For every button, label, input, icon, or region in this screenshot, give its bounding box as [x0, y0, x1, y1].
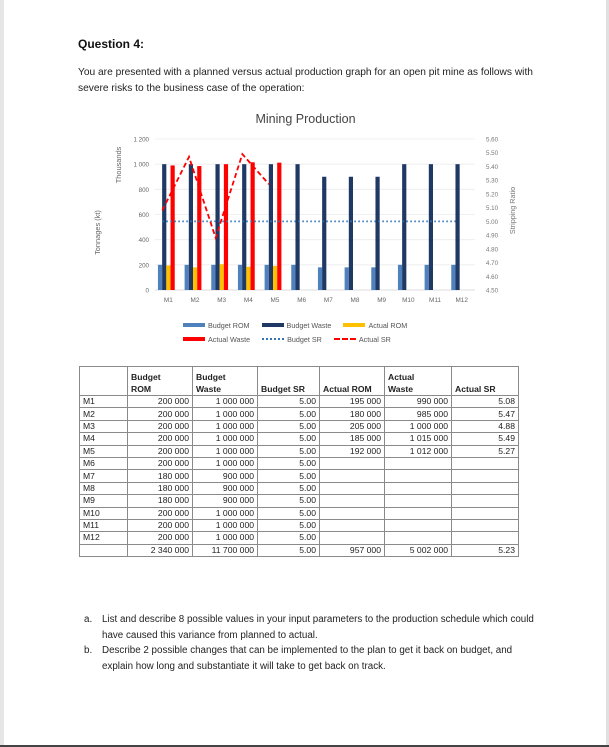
- question-list: [84, 612, 534, 674]
- y-right-tick: 4.90: [486, 232, 499, 240]
- table-cell: 4.88: [452, 420, 519, 432]
- y-right-axis-label: Stripping Ratio: [508, 186, 517, 235]
- table-cell: M7: [80, 470, 128, 482]
- x-tick: M5: [270, 297, 280, 304]
- table-cell: [385, 470, 452, 482]
- bar-budget-rom: [158, 265, 162, 290]
- table-cell: 5.00: [258, 544, 320, 556]
- table-cell: [385, 457, 452, 469]
- y-left-tick: 1 200: [133, 136, 149, 144]
- bar-budget-rom: [371, 267, 375, 290]
- table-cell: M5: [80, 445, 128, 457]
- legend-budget-waste: Budget Waste: [262, 321, 332, 330]
- chart-title: Mining Production: [255, 112, 356, 126]
- bar-budget-waste: [322, 177, 326, 290]
- bar-budget-rom: [185, 265, 189, 290]
- x-tick: M6: [297, 297, 307, 304]
- table-row: [80, 445, 519, 457]
- table-cell: M8: [80, 482, 128, 494]
- bar-budget-waste: [295, 164, 299, 290]
- table-cell: 5.00: [258, 532, 320, 544]
- y-left-tick: 200: [138, 262, 149, 270]
- table-total-row: [80, 544, 519, 556]
- table-cell: 1 000 000: [193, 519, 258, 531]
- bar-budget-waste: [162, 164, 166, 290]
- x-tick: M8: [350, 297, 360, 304]
- bar-actual-rom: [246, 267, 250, 290]
- table-cell: 5.00: [258, 519, 320, 531]
- bar-budget-rom: [318, 267, 322, 290]
- table-cell: 200 000: [128, 445, 193, 457]
- table-cell: M3: [80, 420, 128, 432]
- y-left-tick: 800: [138, 186, 149, 194]
- x-tick: M3: [217, 297, 227, 304]
- bar-budget-waste: [429, 164, 433, 290]
- question-a: a. List and describe 8 possible values in your input parameters to the production schedule which could have caused this variance from planned to actual.: [84, 614, 534, 641]
- table-cell: 200 000: [128, 408, 193, 420]
- table-cell: 185 000: [320, 433, 385, 445]
- table-row: [80, 507, 519, 519]
- table-cell: 1 015 000: [385, 433, 452, 445]
- table-cell: [385, 519, 452, 531]
- y-right-tick: 5.10: [486, 205, 499, 213]
- table-cell: M4: [80, 433, 128, 445]
- column-header: Actual Waste: [385, 367, 452, 396]
- table-cell: 1 000 000: [193, 396, 258, 408]
- table-cell: M2: [80, 408, 128, 420]
- legend-budget-rom: Budget ROM: [183, 321, 250, 330]
- table-cell: M11: [80, 519, 128, 531]
- bar-budget-rom: [265, 265, 269, 290]
- y-left-axis-label: Tonnages (kt): [93, 210, 102, 255]
- table-cell: 192 000: [320, 445, 385, 457]
- table-row: [80, 532, 519, 544]
- bar-actual-rom: [220, 264, 224, 290]
- question-title: Question 4:: [78, 37, 145, 51]
- table-cell: 200 000: [128, 396, 193, 408]
- y-right-tick: 4.60: [486, 273, 499, 281]
- table-cell: 1 012 000: [385, 445, 452, 457]
- table-cell: 5.00: [258, 482, 320, 494]
- table-cell: [320, 519, 385, 531]
- legend-swatch-icon: [183, 337, 205, 341]
- table-cell: 5.27: [452, 445, 519, 457]
- table-cell: [452, 495, 519, 507]
- table-cell: 180 000: [320, 408, 385, 420]
- table-cell: [320, 507, 385, 519]
- table-cell: 200 000: [128, 519, 193, 531]
- y-left-unit-label: Thousands: [114, 146, 123, 184]
- table-cell: 5.00: [258, 507, 320, 519]
- table-cell: 200 000: [128, 507, 193, 519]
- page-edge-left: [0, 0, 4, 747]
- production-table: [79, 366, 519, 557]
- table-cell: 205 000: [320, 420, 385, 432]
- x-tick: M10: [402, 297, 415, 304]
- y-right-tick: 5.30: [486, 177, 499, 185]
- column-header: Budget SR: [258, 367, 320, 396]
- table-cell: M10: [80, 507, 128, 519]
- bar-budget-waste: [242, 164, 246, 290]
- y-right-tick: 4.80: [486, 246, 499, 254]
- mining-production-chart: [78, 105, 533, 355]
- table-cell: [320, 532, 385, 544]
- table-cell: 200 000: [128, 457, 193, 469]
- table-cell: 900 000: [193, 495, 258, 507]
- table-cell: 5.00: [258, 495, 320, 507]
- chart-legend: [183, 318, 483, 346]
- table-cell: 900 000: [193, 470, 258, 482]
- bar-actual-rom: [273, 266, 277, 290]
- table-cell: 5.23: [452, 544, 519, 556]
- bar-budget-rom: [398, 265, 402, 290]
- legend-actual-rom: Actual ROM: [343, 321, 407, 330]
- table-cell: 180 000: [128, 482, 193, 494]
- table-cell: 1 000 000: [193, 408, 258, 420]
- bar-budget-rom: [291, 265, 295, 290]
- legend-actual-sr: Actual SR: [334, 335, 391, 344]
- table-cell: 1 000 000: [193, 507, 258, 519]
- bar-budget-rom: [238, 265, 242, 290]
- legend-swatch-icon: [343, 323, 365, 327]
- table-cell: [385, 482, 452, 494]
- table-cell: 1 000 000: [193, 420, 258, 432]
- table-cell: [320, 470, 385, 482]
- bar-actual-waste: [251, 162, 255, 290]
- table-cell: [385, 532, 452, 544]
- table-cell: 1 000 000: [193, 457, 258, 469]
- table-cell: M9: [80, 495, 128, 507]
- table-cell: 1 000 000: [193, 445, 258, 457]
- bar-actual-rom: [166, 265, 170, 290]
- table-cell: 5.00: [258, 445, 320, 457]
- table-cell: 1 000 000: [385, 420, 452, 432]
- table-cell: [80, 544, 128, 556]
- bar-budget-waste: [375, 177, 379, 290]
- table-cell: 5.00: [258, 420, 320, 432]
- y-right-tick: 4.50: [486, 287, 499, 295]
- legend-swatch-icon: [183, 323, 205, 327]
- table-cell: 2 340 000: [128, 544, 193, 556]
- y-right-tick: 5.50: [486, 150, 499, 158]
- x-tick: M11: [429, 297, 441, 304]
- column-header: Actual ROM: [320, 367, 385, 396]
- question-intro: You are presented with a planned versus actual production graph for an open pit mine as follows with severe risks to the business case of the operation:: [78, 67, 533, 94]
- y-right-tick: 5.20: [486, 191, 499, 199]
- column-header: Budget ROM: [128, 367, 193, 396]
- table-cell: 5.49: [452, 433, 519, 445]
- table-cell: [385, 495, 452, 507]
- bar-budget-rom: [451, 265, 455, 290]
- table-cell: 200 000: [128, 532, 193, 544]
- table-cell: 5.00: [258, 396, 320, 408]
- question-b: b. Describe 2 possible changes that can be implemented to the plan to get it back on budget, and explain how long and substantiate it will take to get back on track.: [84, 645, 513, 672]
- table-cell: M12: [80, 532, 128, 544]
- table-cell: 5.00: [258, 408, 320, 420]
- y-left-tick: 400: [138, 237, 149, 245]
- table-cell: [452, 519, 519, 531]
- table-cell: [320, 482, 385, 494]
- x-tick: M7: [323, 297, 333, 304]
- table-cell: [452, 470, 519, 482]
- column-header: Actual SR: [452, 367, 519, 396]
- table-cell: M1: [80, 396, 128, 408]
- y-right-tick: 4.70: [486, 260, 499, 268]
- chart-plot: [78, 105, 533, 320]
- y-left-tick: 600: [138, 212, 149, 219]
- bar-budget-waste: [189, 164, 193, 290]
- bar-budget-waste: [455, 164, 459, 290]
- table-cell: [452, 482, 519, 494]
- bar-actual-rom: [193, 267, 197, 290]
- x-tick: M2: [190, 297, 200, 304]
- table-cell: [452, 457, 519, 469]
- table-row: [80, 433, 519, 445]
- table-row: [80, 396, 519, 408]
- table-row: [80, 457, 519, 469]
- table-cell: 990 000: [385, 396, 452, 408]
- table-cell: M6: [80, 457, 128, 469]
- column-header: [80, 367, 128, 396]
- table-cell: 180 000: [128, 470, 193, 482]
- table-cell: 985 000: [385, 408, 452, 420]
- y-left-tick: 1 000: [133, 161, 149, 169]
- table-cell: 957 000: [320, 544, 385, 556]
- legend-dashed-line-icon: [334, 338, 356, 340]
- bar-budget-waste: [402, 164, 406, 290]
- bar-budget-waste: [349, 177, 353, 290]
- bar-budget-rom: [211, 265, 215, 290]
- legend-budget-sr: Budget SR: [262, 335, 322, 344]
- bar-budget-waste: [269, 164, 273, 290]
- table-cell: 5.00: [258, 457, 320, 469]
- table-row: [80, 408, 519, 420]
- table-cell: 900 000: [193, 482, 258, 494]
- table-cell: 1 000 000: [193, 433, 258, 445]
- table-row: [80, 519, 519, 531]
- x-tick: M12: [455, 297, 468, 304]
- column-header: Budget Waste: [193, 367, 258, 396]
- y-right-tick: 5.00: [486, 218, 499, 226]
- y-right-tick: 5.40: [486, 163, 499, 171]
- bar-budget-rom: [345, 267, 349, 290]
- table-cell: 1 000 000: [193, 532, 258, 544]
- table-cell: [320, 457, 385, 469]
- table-cell: 5 002 000: [385, 544, 452, 556]
- table-cell: [452, 532, 519, 544]
- table-cell: 5.47: [452, 408, 519, 420]
- table-cell: 11 700 000: [193, 544, 258, 556]
- table-cell: 180 000: [128, 495, 193, 507]
- table-row: [80, 420, 519, 432]
- bar-actual-waste: [277, 163, 281, 290]
- table-body: [80, 396, 519, 557]
- table-header-row: [80, 367, 519, 396]
- table-row: [80, 495, 519, 507]
- x-tick: M1: [163, 297, 173, 304]
- x-tick: M4: [243, 297, 253, 304]
- table-cell: 195 000: [320, 396, 385, 408]
- table-row: [80, 470, 519, 482]
- bar-budget-rom: [425, 265, 429, 290]
- legend-swatch-icon: [262, 323, 284, 327]
- table-cell: 200 000: [128, 420, 193, 432]
- y-right-tick: 5.60: [486, 136, 499, 144]
- table-cell: 5.08: [452, 396, 519, 408]
- y-left-tick: 0: [145, 287, 149, 295]
- bar-actual-waste: [171, 165, 175, 290]
- bar-actual-waste: [224, 164, 228, 290]
- table-cell: [385, 507, 452, 519]
- table-cell: 5.00: [258, 470, 320, 482]
- table-row: [80, 482, 519, 494]
- legend-actual-waste: Actual Waste: [183, 335, 250, 344]
- table-cell: 5.00: [258, 433, 320, 445]
- table-cell: [452, 507, 519, 519]
- x-tick: M9: [377, 297, 387, 304]
- table-cell: 200 000: [128, 433, 193, 445]
- legend-dotted-line-icon: [262, 338, 284, 340]
- table-cell: [320, 495, 385, 507]
